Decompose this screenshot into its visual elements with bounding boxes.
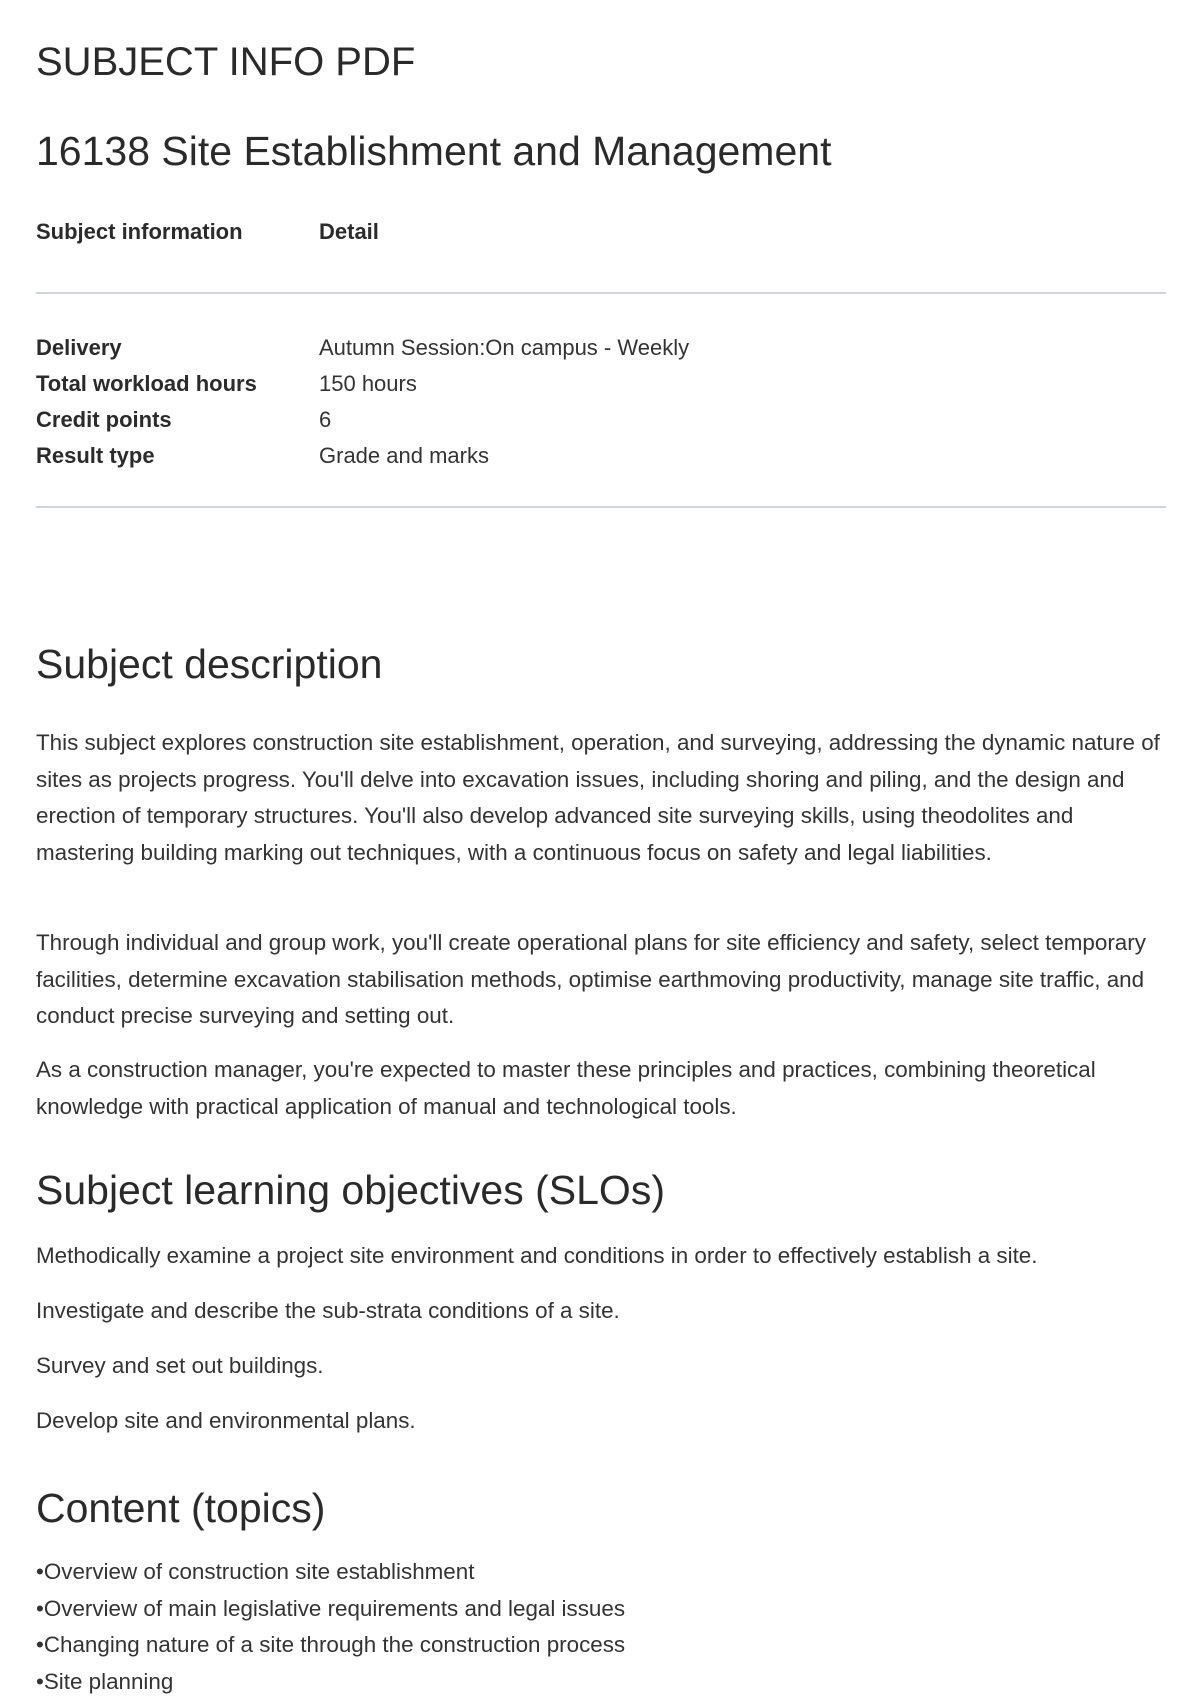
learning-objectives-heading: Subject learning objectives (SLOs) bbox=[36, 1166, 665, 1214]
info-row-delivery bbox=[36, 330, 1166, 366]
info-row-credit-points bbox=[36, 402, 1166, 438]
learning-objective: Develop site and environmental plans. bbox=[36, 1403, 416, 1439]
info-table-body bbox=[36, 294, 1166, 506]
info-label: Total workload hours bbox=[36, 366, 319, 402]
description-paragraph: This subject explores construction site establishment, operation, and surveying, addressing the dynamic nature of sites as projects progress. You'll delve into excavation issues, including shoring and piling, and the design and erection of temporary structures. You'll also develop advanced site surveying skills, using theodolites and mastering building marking out techniques, with a continuous focus on safety and legal liabilities. bbox=[36, 725, 1166, 871]
info-value: Grade and marks bbox=[319, 438, 489, 474]
info-row-workload bbox=[36, 366, 1166, 402]
info-header-detail: Detail bbox=[319, 212, 379, 252]
description-paragraph: Through individual and group work, you'll create operational plans for site efficiency and safety, select temporary facilities, determine excavation stabilisation methods, optimise earthmoving productivity, manage site traffic, and conduct precise surveying and setting out. bbox=[36, 925, 1166, 1035]
document-label: SUBJECT INFO PDF bbox=[36, 38, 415, 86]
learning-objective: Methodically examine a project site environment and conditions in order to effectively establish a site. bbox=[36, 1238, 1037, 1274]
info-label: Credit points bbox=[36, 402, 319, 438]
learning-objective: Investigate and describe the sub-strata conditions of a site. bbox=[36, 1293, 620, 1329]
learning-objective: Survey and set out buildings. bbox=[36, 1348, 324, 1384]
info-value: Autumn Session:On campus - Weekly bbox=[319, 330, 689, 366]
description-paragraph: As a construction manager, you're expected to master these principles and practices, combining theoretical knowledge with practical application of manual and technological tools. bbox=[36, 1052, 1166, 1125]
info-label: Delivery bbox=[36, 330, 319, 366]
content-topics-heading: Content (topics) bbox=[36, 1484, 325, 1532]
info-value: 6 bbox=[319, 402, 331, 438]
info-table-header bbox=[36, 212, 1166, 252]
info-label: Result type bbox=[36, 438, 319, 474]
topics-list bbox=[36, 1554, 625, 1700]
topic-item: • Overview of construction site establishment bbox=[36, 1554, 625, 1591]
subject-title: 16138 Site Establishment and Management bbox=[36, 127, 831, 175]
subject-info-table bbox=[36, 212, 1166, 508]
table-divider-bottom bbox=[36, 506, 1166, 508]
topic-item: • Overview of main legislative requirements and legal issues bbox=[36, 1591, 625, 1628]
info-value: 150 hours bbox=[319, 366, 417, 402]
info-row-result-type bbox=[36, 438, 1166, 474]
topic-item: • Changing nature of a site through the construction process bbox=[36, 1627, 625, 1664]
subject-description-heading: Subject description bbox=[36, 640, 382, 688]
info-header-subject-information: Subject information bbox=[36, 212, 319, 252]
topic-item: • Site planning bbox=[36, 1664, 625, 1700]
